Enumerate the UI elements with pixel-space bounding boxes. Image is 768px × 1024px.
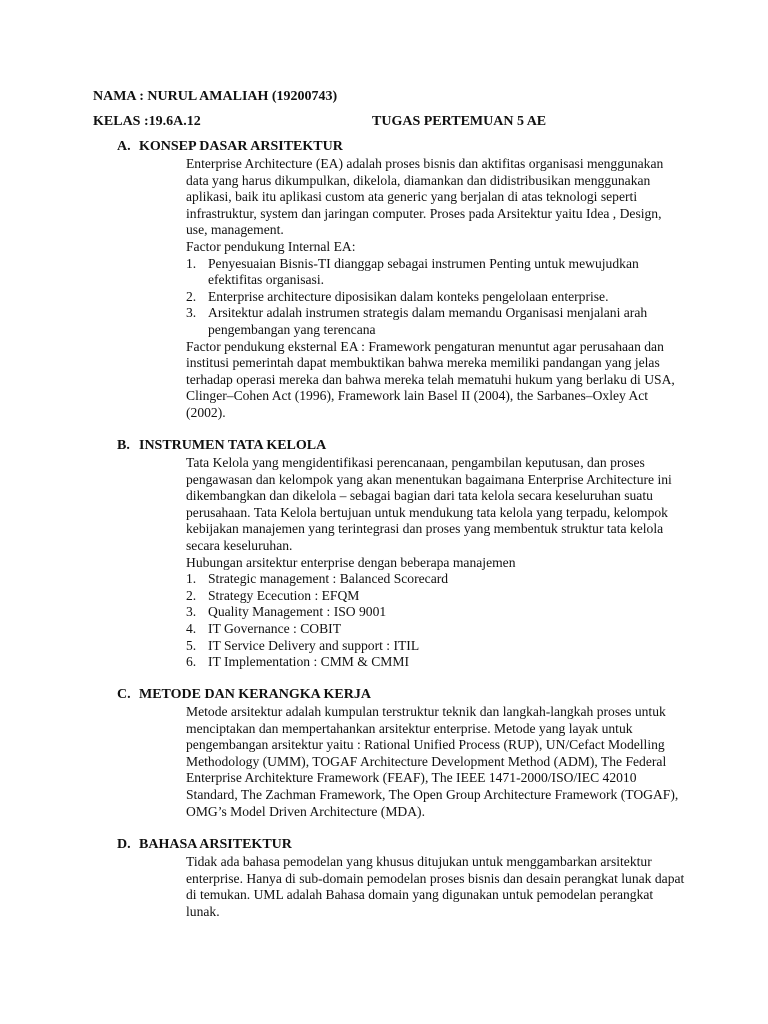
list-number: 3.: [186, 305, 197, 321]
section-b-list: [186, 571, 686, 671]
section-a-title: KONSEP DASAR ARSITEKTUR: [139, 139, 343, 154]
student-name: NAMA : NURUL AMALIAH (19200743): [93, 89, 338, 104]
section-a-paragraph-2: Factor pendukung Internal EA:: [186, 238, 356, 254]
list-number: 2.: [186, 587, 197, 603]
list-text: Enterprise architecture diposisikan dalam konteks pengelolaan enterprise.: [208, 288, 609, 304]
list-text: Quality Management : ISO 9001: [208, 604, 387, 620]
section-b-body: [186, 455, 686, 671]
list-number: 6.: [186, 654, 197, 670]
section-a-letter: A.: [117, 139, 131, 154]
list-text: Penyesuaian Bisnis-TI dianggap sebagai instrumen Penting untuk mewujudkan efektifitas organisasi.: [208, 255, 639, 288]
section-c-heading: [117, 687, 371, 704]
section-c-title: METODE DAN KERANGKA KERJA: [139, 687, 371, 702]
section-a-body: [186, 156, 686, 422]
list-item: [186, 289, 686, 306]
section-d-title: BAHASA ARSITEKTUR: [139, 837, 292, 852]
section-d-paragraph-1: Tidak ada bahasa pemodelan yang khusus ditujukan untuk menggambarkan arsitektur enterprise. Hanya di sub-domain pemodelan proses bisnis dan desain perangkat lunak dapat di temukan. UML adalah Bahasa domain yang digunakan untuk pemodelan perangkat lunak.: [186, 854, 685, 919]
list-text: IT Implementation : CMM & CMMI: [208, 654, 410, 670]
list-number: 3.: [186, 604, 197, 620]
section-c-letter: C.: [117, 687, 131, 702]
section-b-paragraph-2: Hubungan arsitektur enterprise dengan beberapa manajemen: [186, 554, 516, 570]
student-class: KELAS :19.6A.12: [93, 114, 201, 129]
assignment-title: TUGAS PERTEMUAN 5 AE: [372, 114, 547, 129]
section-a-paragraph-1: Enterprise Architecture (EA) adalah proses bisnis dan aktifitas organisasi menggunakan data yang harus dikumpulkan, dikelola, diamankan dan didistribusikan menggunakan aplikasi, baik itu aplikasi custom ata generic yang berjalan di atas teknologi seperti infrastruktur, system dan jaringan computer. Proses pada Arsitektur yaitu Idea , Design, use, management.: [186, 156, 664, 238]
list-item: [186, 621, 686, 638]
section-a-heading: [117, 139, 343, 156]
list-text: IT Governance : COBIT: [208, 620, 342, 636]
list-item: [186, 305, 686, 338]
list-item: [186, 571, 686, 588]
list-item: [186, 256, 686, 289]
section-d-body: [186, 854, 686, 920]
list-text: Arsitektur adalah instrumen strategis dalam memandu Organisasi menjalani arah pengembangan yang terencana: [208, 305, 648, 337]
list-item: [186, 604, 686, 621]
section-b-heading: [117, 438, 326, 455]
list-number: 5.: [186, 637, 197, 653]
list-text: IT Service Delivery and support : ITIL: [208, 637, 420, 653]
section-c-body: [186, 704, 686, 820]
list-text: Strategic management : Balanced Scorecard: [208, 571, 449, 587]
section-d-letter: D.: [117, 837, 131, 852]
section-d-heading: [117, 837, 292, 854]
list-item: [186, 654, 686, 671]
list-number: 4.: [186, 620, 197, 636]
section-b-letter: B.: [117, 438, 130, 453]
section-b-paragraph-1: Tata Kelola yang mengidentifikasi perencanaan, pengambilan keputusan, dan proses pengawasan dan kelompok yang akan menentukan bagaimana Enterprise Architecture ini dikembangkan dan dikelola – sebagai bagian dari tata kelola secara keseluruhan suatu perusahaan. Tata Kelola bertujuan untuk mendukung tata kelola yang terpadu, kelompok kebijakan manajemen yang terintegrasi dan proses yang membentuk struktur tata kelola secara keseluruhan.: [186, 455, 672, 553]
list-number: 1.: [186, 255, 197, 271]
section-a-paragraph-3: Factor pendukung eksternal EA : Framework pengaturan menuntut agar perusahaan dan institusi pemerintah dapat membuktikan bahwa mereka memiliki pandangan yang jelas terhadap operasi mereka dan bahwa mereka telah mematuhi hukum yang berlaku di USA, Clinger–Cohen Act (1996), Framework lain Basel II (2004), the Sarbanes–Oxley Act (2002).: [186, 338, 675, 420]
section-b-title: INSTRUMEN TATA KELOLA: [139, 438, 327, 453]
list-number: 1.: [186, 571, 197, 587]
list-item: [186, 638, 686, 655]
section-a-list: [186, 256, 686, 339]
list-item: [186, 588, 686, 605]
section-c-paragraph-1: Metode arsitektur adalah kumpulan terstruktur teknik dan langkah-langkah proses untuk menciptakan dan mempertahankan arsitektur enterprise. Metode yang layak untuk pengembangan arsitektur yaitu : Rational Unified Process (RUP), UN/Cefact Modelling Methodology (UMM), TOGAF Architecture Development Method (ADM), The Federal Enterprise Architekture Framework (FEAF), The IEEE 1471-2000/ISO/IEC 42010 Standard, The Zachman Framework, The Open Group Architecture Framework (TOGAF), OMG’s Model Driven Architecture (MDA).: [186, 704, 679, 819]
list-text: Strategy Ececution : EFQM: [208, 587, 360, 603]
list-number: 2.: [186, 288, 197, 304]
